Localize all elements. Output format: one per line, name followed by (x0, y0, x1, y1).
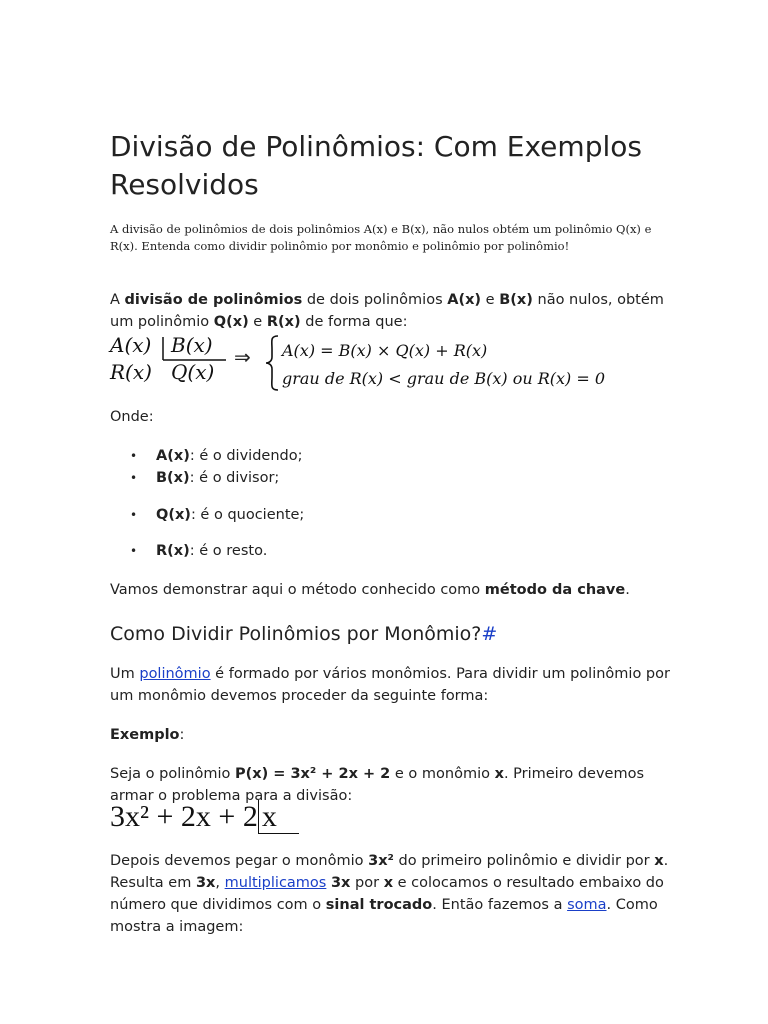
formula-bx: B(x) (171, 333, 213, 357)
method-paragraph: Vamos demonstrar aqui o método conhecido como método da chave. (110, 582, 630, 598)
abstract-block (110, 221, 670, 255)
depois-paragraph: Depois devemos pegar o monômio 3x² do primeiro polinômio e dividir por x. Resulta em 3x, multiplicamos 3x por x e colocamos o resultado embaixo do número que dividimos com o sinal trocado. Então fazemos a soma. Como mostra a imagem: (110, 853, 669, 935)
formula-cases (282, 337, 605, 393)
formula-case-2: grau de R(x) < grau de B(x) ou R(x) = 0 (282, 369, 606, 388)
division-dividend: 3x² + 2x + 2 (110, 800, 258, 833)
formula-case-1: A(x) = B(x) × Q(x) + R(x) (282, 341, 488, 360)
implies-arrow: ⇒ (234, 345, 251, 369)
formula-rx: R(x) (110, 360, 152, 384)
formula-qx: Q(x) (171, 360, 215, 384)
title-block (110, 128, 670, 204)
division-divisor: x (258, 800, 299, 834)
key-lines (110, 335, 230, 387)
abstract-text: A divisão de polinômios de dois polinômios A(x) e B(x), não nulos obtém um polinômio Q(x) e R(x). Entenda como dividir polinômio por monômio e polinômio por polinômio! (110, 222, 652, 253)
polinomio-link[interactable]: polinômio (139, 666, 211, 682)
list-item: • Q(x): é o quociente; (110, 504, 670, 526)
division-setup (110, 800, 299, 834)
exemplo-label: Exemplo: (110, 727, 185, 743)
section-anchor-link[interactable]: # (481, 623, 498, 645)
soma-link[interactable]: soma (567, 897, 607, 913)
definitions-list-c (110, 540, 670, 562)
section-heading-block (110, 620, 670, 648)
onde-block (110, 406, 670, 428)
onde-label: Onde: (110, 409, 154, 425)
division-formula (110, 335, 670, 387)
formula-ax: A(x) (110, 333, 152, 357)
intro-paragraph: A divisão de polinômios de dois polinômios A(x) e B(x) não nulos, obtém um polinômio Q(x) e R(x) de forma que: (110, 292, 664, 330)
multiplicamos-link[interactable]: multiplicamos (224, 875, 327, 891)
list-item: • B(x): é o divisor; (110, 467, 670, 489)
list-item: • A(x): é o dividendo; (110, 445, 670, 467)
definitions-list-a (110, 445, 670, 489)
intro-block (110, 289, 670, 333)
page-title: Divisão de Polinômios: Com Exemplos Resolvidos (110, 130, 642, 201)
section-heading: Como Dividir Polinômios por Monômio?# (110, 623, 498, 645)
definitions-list-b (110, 504, 670, 526)
left-brace (264, 335, 280, 391)
list-item: • R(x): é o resto. (110, 540, 670, 562)
um-paragraph: Um polinômio é formado por vários monômios. Para dividir um polinômio por um monômio devemos proceder da seguinte forma: (110, 666, 670, 704)
um-block (110, 663, 670, 707)
seja-paragraph: Seja o polinômio P(x) = 3x² + 2x + 2 e o monômio x. Primeiro devemos armar o problema para a divisão: (110, 766, 645, 804)
depois-block (110, 850, 670, 938)
method-block (110, 579, 670, 601)
key-method-diagram (110, 335, 230, 387)
exemplo-block (110, 724, 670, 746)
